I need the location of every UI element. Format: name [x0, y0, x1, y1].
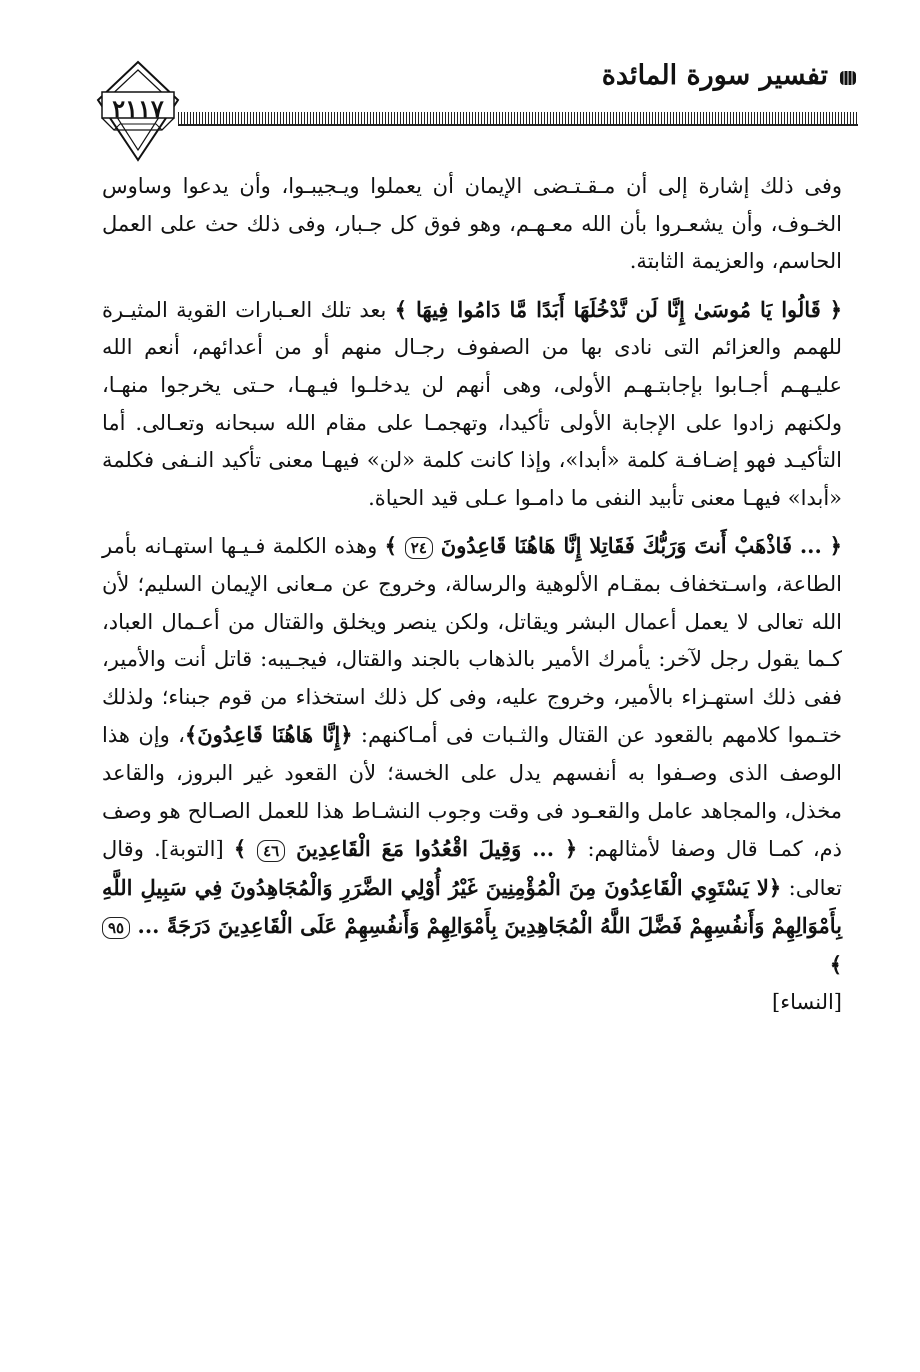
quran-quote	[385, 533, 842, 558]
header-rule	[178, 112, 858, 124]
quran-quote-close: ﴾	[384, 533, 405, 559]
running-title: تفسير سورة المائدة	[601, 60, 828, 91]
quran-quote	[102, 875, 842, 977]
page-header	[0, 0, 920, 170]
paragraph-text: وهذه الكلمة فـيـها استهـانه بأمر الطاعة، واسـتخفاف بمقـام الألوهية والرسالة، وخروج عن مـعانى الإيمان السليم؛ لأن الله تعالى لا يعمل أعمال البشر ويقاتل، ولكن ينصر ويخلق والقتال من أعـمال العباد، كـما يقول رجل لآخر: يأمرك الأمير بالذهاب بالجند والقتال، فيجـيبه: قاتل أنت والأمير، ففى ذلك استهـزاء بالأمير، وخروج عليه، وفى كل ذلك استخذاء من قوم جبناء؛ ولذلك ختـموا كلامهم بالقعود عن القتال والثـبات فى أمـاكنهم:	[102, 534, 842, 748]
header-rule-line	[178, 124, 858, 126]
paragraph-text: بعد تلك العـبارات القوية المثيـرة للهمم والعزائم التى نادى بها من الصفوف رجـال منهم أو من أعدائهم، أنعم الله عليـهـم أجـابوا بإجابتـهـم الأولى، وهى أنهم لن يدخلـوا فيـهـا، حـتى يخرجوا منهـا، ولكنهم زادوا على الإجابة الأولى تأكيدا، وتهجمـا على مقام الله سبحانه وتعـالى. أما التأكيـد فهو إضـافـة كلمة «أبدا»، وإذا كانت كلمة «لن» فيهـا معنى تأكيد النـفى فكلمة «أبدا» فيهـا معنى تأبيد النفى ما دامـوا عـلى قيد الحياة.	[102, 297, 842, 510]
ornament-icon	[838, 68, 858, 88]
quran-quote: ﴿ قَالُوا يَا مُوسَىٰ إِنَّا لَن نَّدْخُلَهَا أَبَدًا مَّا دَامُوا فِيهَا ﴾	[394, 296, 842, 322]
paragraph-1	[102, 168, 842, 281]
verse-number: ٤٦	[257, 840, 285, 862]
verse-number: ٩٥	[102, 917, 130, 939]
paragraph-2	[102, 291, 842, 518]
quran-quote: ﴿إِنَّا هَاهُنَا قَاعِدُونَ﴾	[184, 722, 353, 748]
quran-quote-text: ﴿لا يَسْتَوِي الْقَاعِدُونَ مِنَ الْمُؤْمِنِينَ غَيْرُ أُوْلِي الضَّرَرِ وَالْمُجَاهِدُونَ فِي سَبِيلِ اللَّهِ بِأَمْوَالِهِمْ وَأَنفُسِهِمْ فَضَّلَ اللَّهُ الْمُجَاهِدِينَ بِأَمْوَالِهِمْ وَأَنفُسِهِمْ عَلَى الْقَاعِدِينَ دَرَجَةً ...	[102, 874, 842, 939]
quran-quote	[234, 836, 577, 861]
sura-reference: [التوبة].	[143, 837, 234, 862]
quran-quote-close: ﴾	[233, 836, 258, 862]
quran-quote-text: ﴿ ... فَاذْهَبْ أَنتَ وَرَبُّكَ فَقَاتِلا إِنَّا هَاهُنَا قَاعِدُونَ	[432, 533, 842, 559]
page-body	[102, 168, 842, 1022]
paragraph-text: وفى ذلك إشارة إلى أن مـقـتـضى الإيمان أن يعملوا ويـجيبـوا، وأن يدعوا وساوس الخـوف، وأن يشعـروا بأن الله معـهـم، وهو فوق كل جـبار، وفى ذلك حث على العمل الحاسم، والعزيمة الثابتة.	[102, 174, 842, 274]
paragraph-3	[102, 527, 842, 1022]
sura-reference: [النساء]	[772, 990, 842, 1015]
quran-quote-close: ﴾	[829, 951, 842, 977]
verse-number: ٢٤	[405, 537, 433, 559]
paragraph-text: وقال تعالى:	[102, 837, 843, 900]
paragraph-text: ، وإن هذا الوصف الذى وصـفوا به أنفسهم يدل على الخسة؛ لأن القعود غير البروز، والقاعد مخذل، والمجاهد عامل والقعـود فى وقت وجوب النشـاط هذا للعمل الصـالح هو وصف ذم، كمـا قال وصفا لأمثالهم:	[102, 723, 842, 862]
page-number: ٢١١٧	[112, 94, 164, 123]
quran-quote-text: ﴿ ... وَقِيلَ اقْعُدُوا مَعَ الْقَاعِدِينَ	[285, 836, 578, 862]
